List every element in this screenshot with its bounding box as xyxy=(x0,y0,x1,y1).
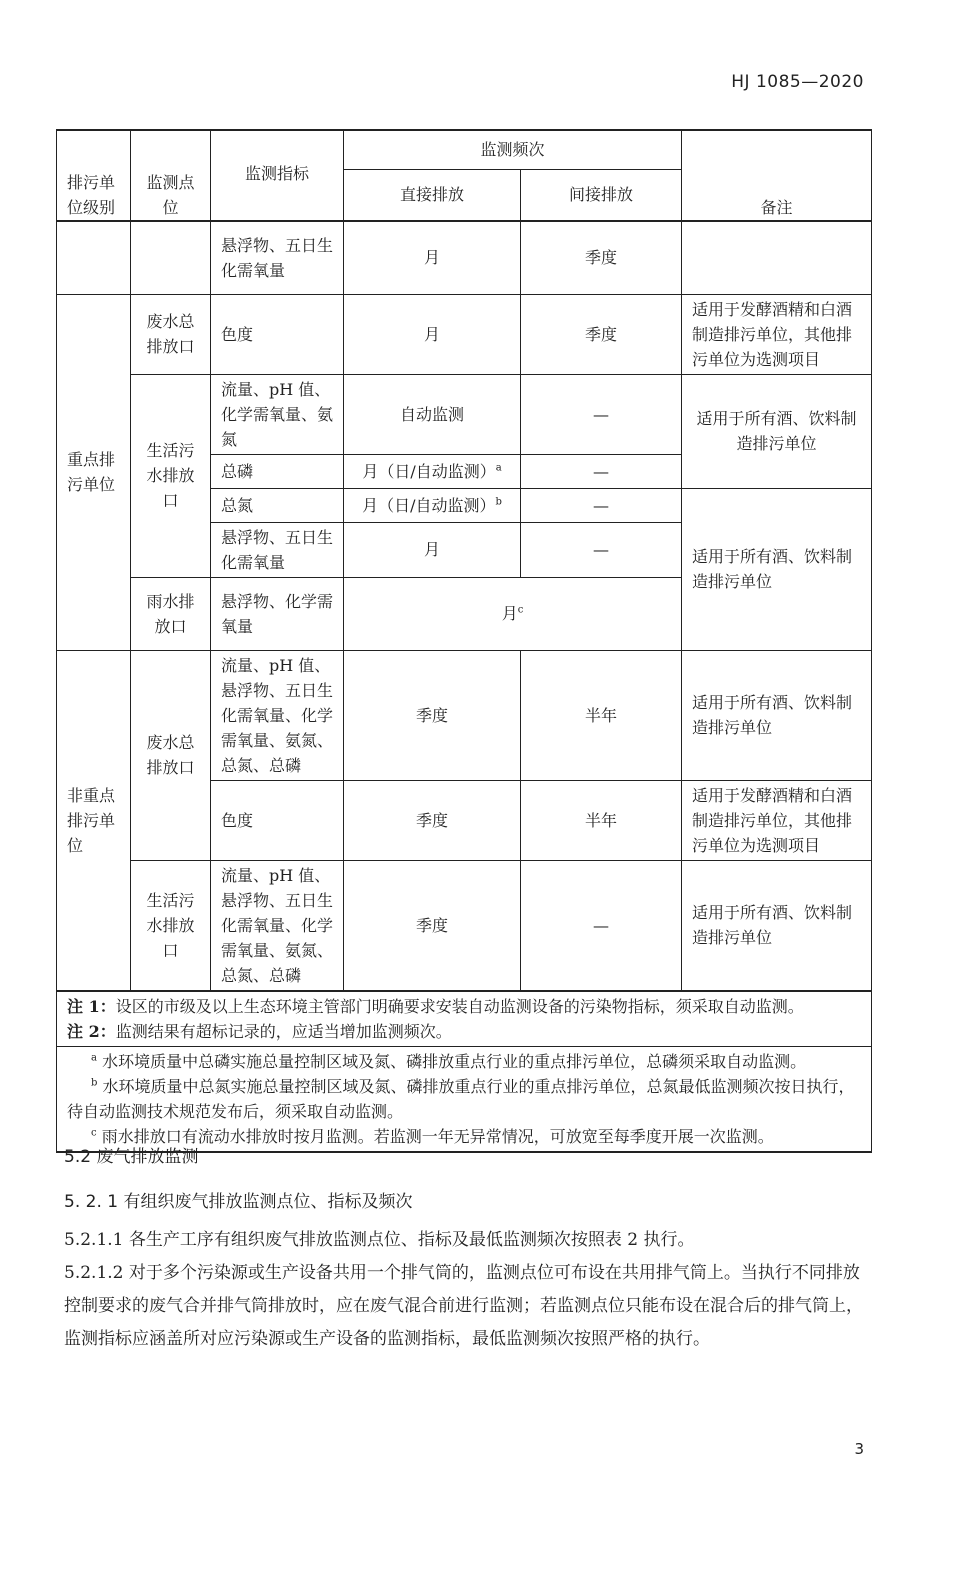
remark-cell: 适用于所有酒、饮料制造排污单位 xyxy=(682,374,872,488)
table-notes xyxy=(57,991,872,1047)
footnote-mark: c xyxy=(517,604,524,616)
cell-empty xyxy=(57,221,131,294)
footnote-a: $^a$ 水环境质量中总磷实施总量控制区域及氮、磷排放重点行业的重点排污单位，总磷须采取自动监测。 xyxy=(91,1051,807,1071)
direct-cell: 季度 xyxy=(344,780,521,860)
header-frequency: 监测频次 xyxy=(344,130,682,169)
direct-cell: 月 xyxy=(344,522,521,577)
footnote-mark: b xyxy=(495,496,502,508)
direct-cell: 季度 xyxy=(344,860,521,991)
indicator-cell: 流量、pH 值、悬浮物、五日生化需氧量、化学需氧量、氨氮、总氮、总磷 xyxy=(211,650,344,780)
body-text xyxy=(64,1224,864,1356)
direct-cell: 月 xyxy=(344,221,521,294)
cell-empty xyxy=(131,221,211,294)
header-point: 监测点位 xyxy=(131,130,211,221)
point-cell: 雨水排放口 xyxy=(131,577,211,650)
note-1: 注 1：设区的市级及以上生态环境主管部门明确要求安装自动监测设备的污染物指标，须采取自动监测。 xyxy=(67,996,804,1016)
footnote-c: $^c$ 雨水排放口有流动水排放时按月监测。若监测一年无异常情况，可放宽至每季度开展一次监测。 xyxy=(91,1126,774,1146)
footnote-mark: a xyxy=(495,462,502,474)
header-level: 排污单位级别 xyxy=(57,130,131,221)
header-direct: 直接排放 xyxy=(344,169,521,221)
indirect-cell: 季度 xyxy=(521,294,682,374)
section-heading-5-2: 5.2 废气排放监测 xyxy=(64,1147,199,1167)
indirect-cell: — xyxy=(521,488,682,522)
indicator-cell: 总氮 xyxy=(211,488,344,522)
indicator-cell: 色度 xyxy=(211,780,344,860)
frequency-cell: 月$^c$ xyxy=(344,577,682,650)
level-key: 重点排污单位 xyxy=(57,294,131,650)
indicator-cell: 悬浮物、化学需氧量 xyxy=(211,577,344,650)
indirect-cell: — xyxy=(521,374,682,454)
point-cell: 废水总排放口 xyxy=(131,294,211,374)
indicator-cell: 色度 xyxy=(211,294,344,374)
remark-cell: 适用于发酵酒精和白酒制造排污单位，其他排污单位为选测项目 xyxy=(682,294,872,374)
remark-cell: 适用于所有酒、饮料制造排污单位 xyxy=(682,650,872,780)
remark-cell: 适用于所有酒、饮料制造排污单位 xyxy=(682,860,872,991)
direct-cell: 月（日/自动监测）$^a$ xyxy=(344,454,521,488)
header-indicator: 监测指标 xyxy=(211,130,344,221)
monitoring-table xyxy=(56,129,872,1153)
header-remark: 备注 xyxy=(682,130,872,221)
point-cell: 废水总排放口 xyxy=(131,650,211,860)
remark-cell xyxy=(682,221,872,294)
indirect-cell: 半年 xyxy=(521,650,682,780)
indirect-cell: — xyxy=(521,454,682,488)
indirect-cell: — xyxy=(521,522,682,577)
indirect-cell: 半年 xyxy=(521,780,682,860)
section-heading-5-2-1: 5. 2. 1 有组织废气排放监测点位、指标及频次 xyxy=(64,1192,413,1212)
document-code: HJ 1085—2020 xyxy=(731,72,864,92)
indicator-cell: 悬浮物、五日生化需氧量 xyxy=(211,522,344,577)
paragraph-5-2-1-1: 5.2.1.1 各生产工序有组织废气排放监测点位、指标及最低监测频次按照表 2 执行。 xyxy=(64,1230,695,1250)
indicator-cell: 悬浮物、五日生化需氧量 xyxy=(211,221,344,294)
point-cell: 生活污水排放口 xyxy=(131,860,211,991)
indicator-cell: 总磷 xyxy=(211,454,344,488)
footnote-b: $^b$ 水环境质量中总氮实施总量控制区域及氮、磷排放重点行业的重点排污单位，总氮最低监测频次按日执行，待自动监测技术规范发布后，须采取自动监测。 xyxy=(67,1076,855,1121)
indirect-cell: — xyxy=(521,860,682,991)
header-indirect: 间接排放 xyxy=(521,169,682,221)
paragraph-5-2-1-2: 5.2.1.2 对于多个污染源或生产设备共用一个排气筒的，监测点位可布设在共用排气筒上。当执行不同排放控制要求的废气合并排气筒排放时，应在废气混合前进行监测；若监测点位只能布设在混合后的排气筒上，监测指标应涵盖所对应污染源或生产设备的监测指标，最低监测频次按照严格的执行。 xyxy=(64,1263,863,1349)
indicator-cell: 流量、pH 值、悬浮物、五日生化需氧量、化学需氧量、氨氮、总氮、总磷 xyxy=(211,860,344,991)
indicator-cell: 流量、pH 值、化学需氧量、氨氮 xyxy=(211,374,344,454)
point-cell: 生活污水排放口 xyxy=(131,374,211,577)
remark-cell: 适用于发酵酒精和白酒制造排污单位，其他排污单位为选测项目 xyxy=(682,780,872,860)
indirect-cell: 季度 xyxy=(521,221,682,294)
direct-cell: 月（日/自动监测）$^b$ xyxy=(344,488,521,522)
direct-cell: 自动监测 xyxy=(344,374,521,454)
table-footnotes xyxy=(57,1046,872,1152)
direct-cell: 季度 xyxy=(344,650,521,780)
remark-cell: 适用于所有酒、饮料制造排污单位 xyxy=(682,488,872,650)
level-nonkey: 非重点排污单位 xyxy=(57,650,131,991)
note-2: 注 2：监测结果有超标记录的，应适当增加监测频次。 xyxy=(67,1021,452,1041)
direct-cell: 月 xyxy=(344,294,521,374)
page-number: 3 xyxy=(854,1440,864,1458)
